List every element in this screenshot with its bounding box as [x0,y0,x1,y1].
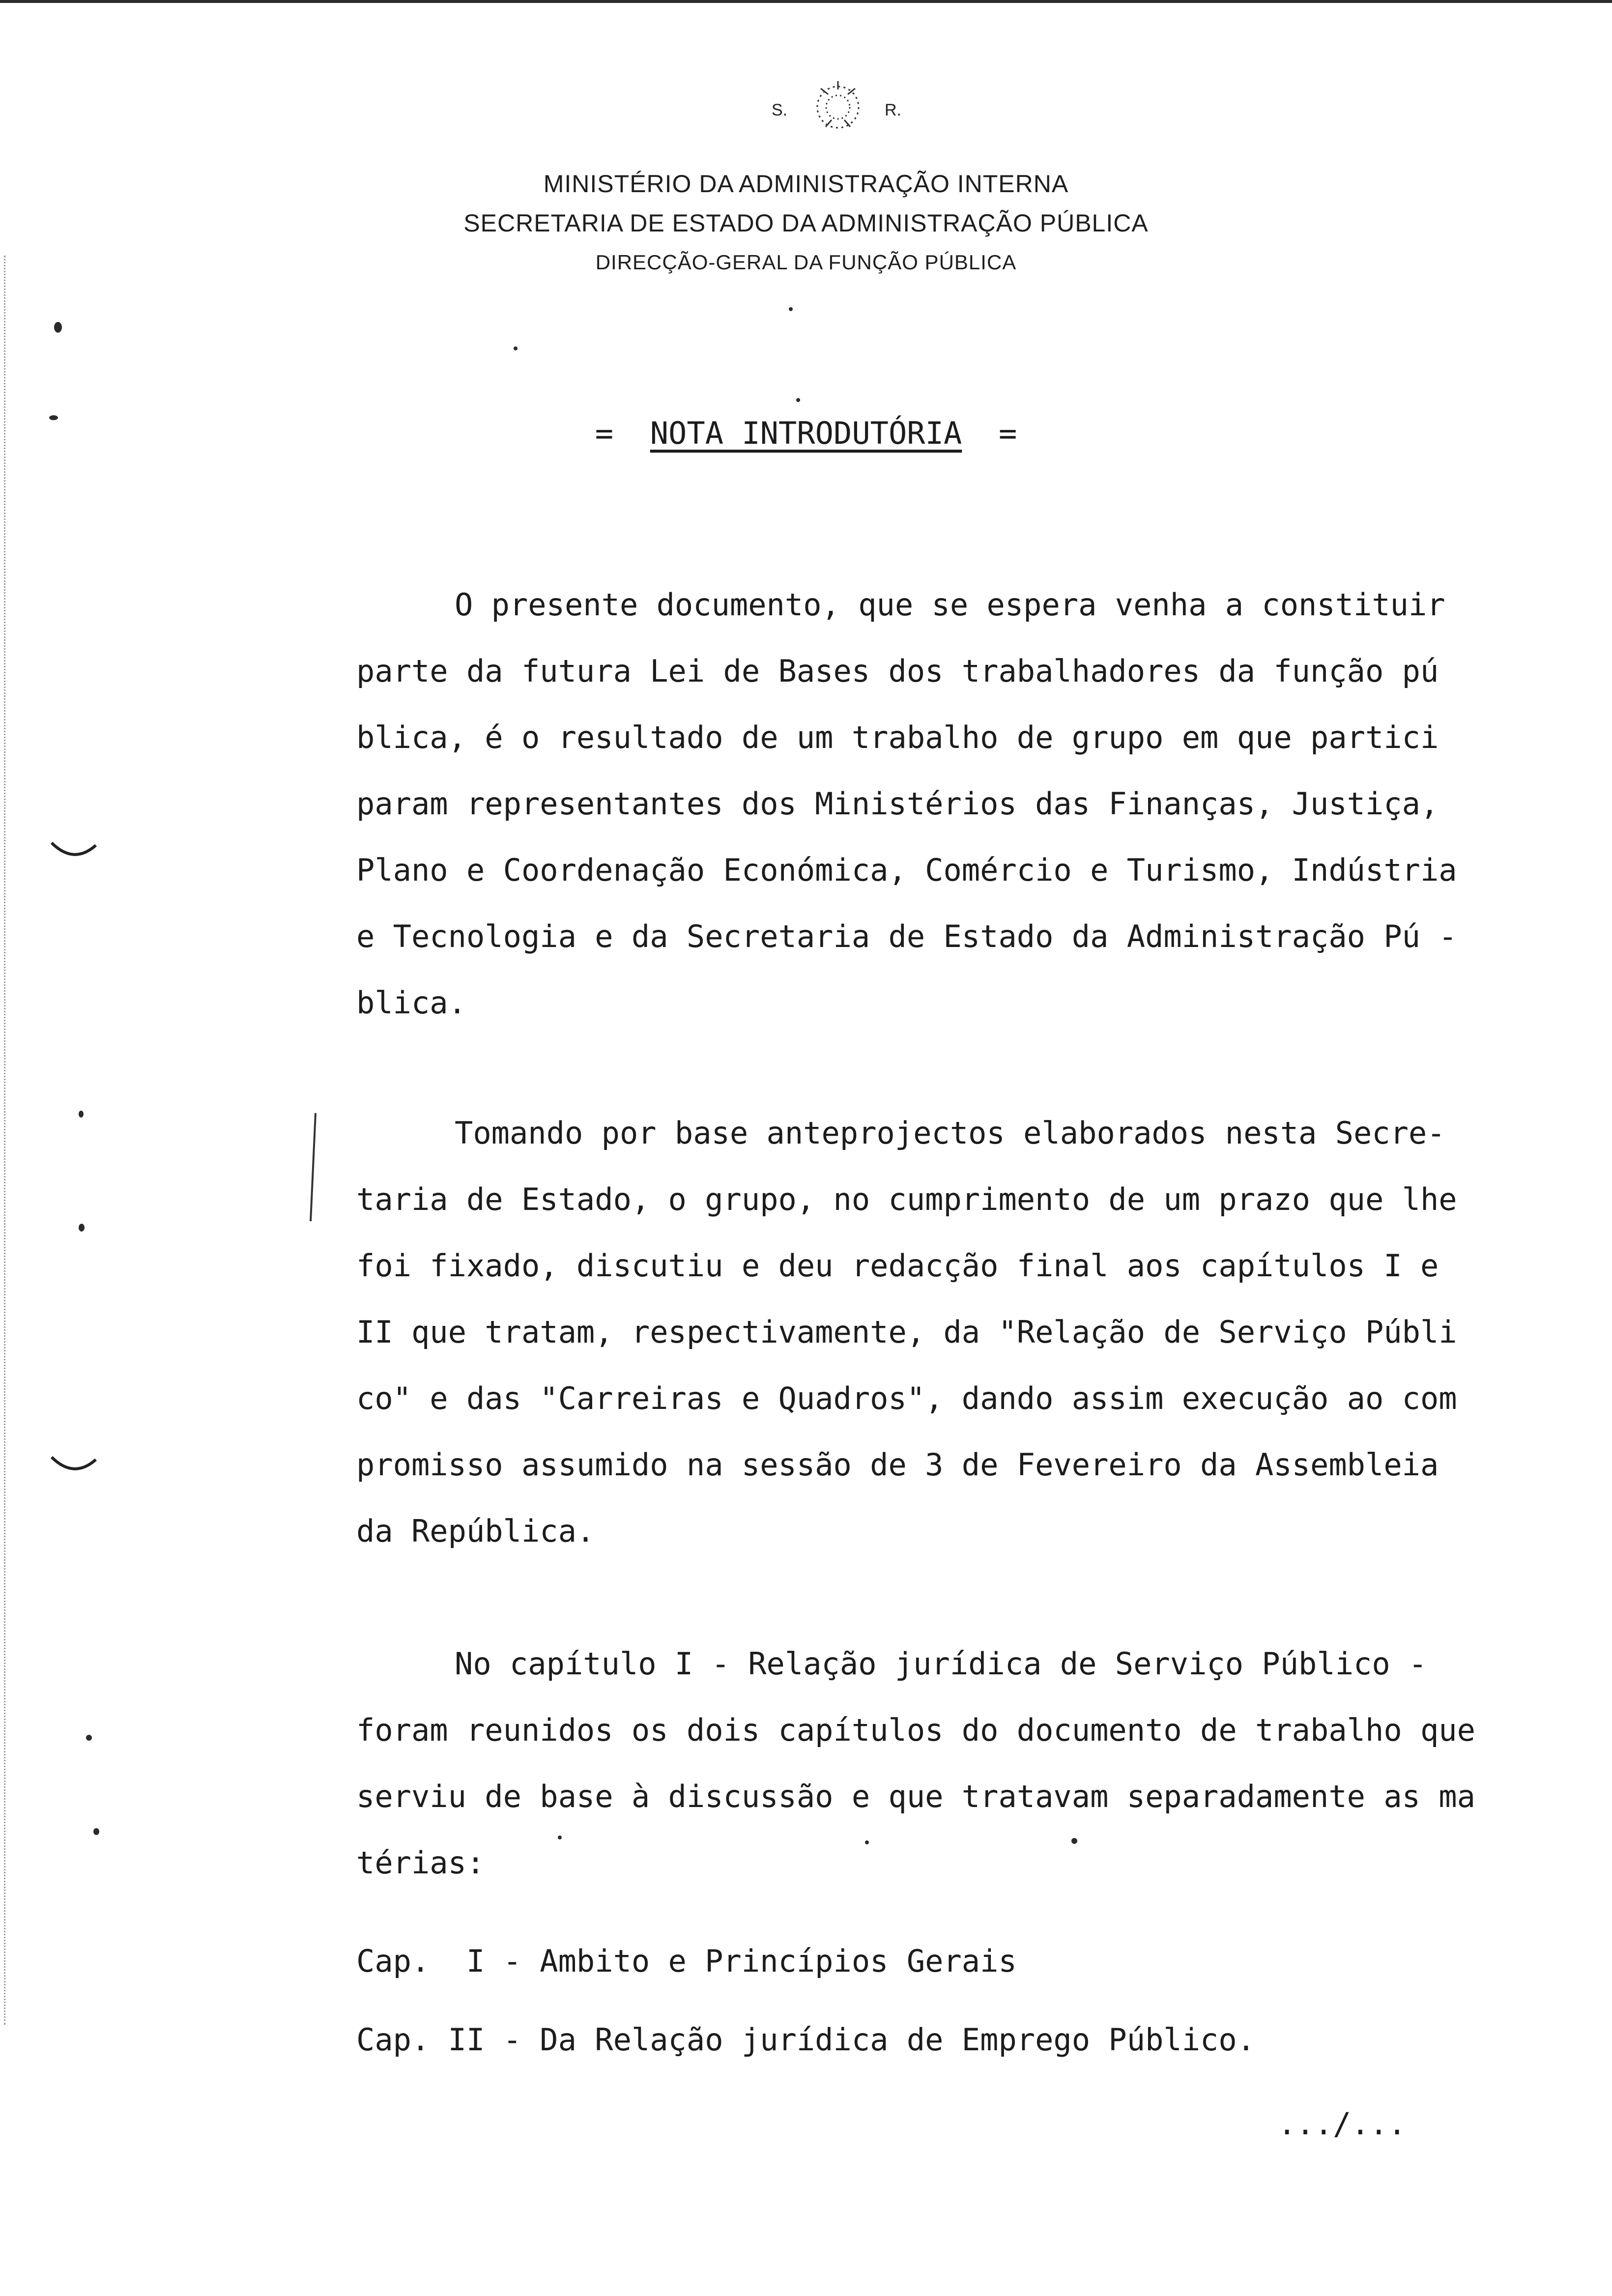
margin-stroke-mark [305,1111,324,1224]
text-line: co" e das "Carreiras e Quadros", dando assim execução ao com [356,1380,1457,1416]
secretaria-name: SECRETARIA DE ESTADO DA ADMINISTRAÇÃO PÚBLICA [463,209,1149,237]
text-line: da República. [356,1513,595,1549]
scan-speck [86,1735,92,1741]
text-line: Tomando por base anteprojectos elaborados nesta Secre- [455,1115,1445,1151]
republic-emblem [767,69,909,147]
title-text: NOTA INTRODUTÓRIA [650,415,962,451]
scan-speck [796,398,800,402]
text-line: serviu de base à discussão e que tratavam separadamente as ma [356,1779,1475,1814]
emblem-seal-icon [817,81,859,128]
scan-speck [54,322,62,333]
title-left-mark: = [595,415,614,451]
text-line: foi fixado, discutiu e deu redacção final aos capítulos I e [356,1248,1439,1284]
scan-speck [93,1828,99,1835]
text-line: param representantes dos Ministérios das Finanças, Justiça, [356,786,1439,822]
emblem-letter-right: R. [885,101,901,119]
direccao-name: DIRECÇÃO-GERAL DA FUNÇÃO PÚBLICA [595,251,1017,274]
text-line: taria de Estado, o grupo, no cumprimento de um prazo que lhe [356,1181,1457,1217]
text-line: Plano e Coordenação Económica, Comércio e Turismo, Indústria [356,852,1457,888]
text-line: foram reunidos os dois capítulos do documento de trabalho que [356,1712,1475,1748]
text-line: II que tratam, respectivamente, da "Relação de Serviço Públi [356,1314,1457,1350]
text-line: blica, é o resultado de um trabalho de grupo em que partici [356,719,1439,755]
continuation-mark: .../... [1278,2106,1407,2142]
scan-speck [49,415,58,420]
margin-curve-mark [47,835,101,865]
text-line: e Tecnologia e da Secretaria de Estado da Administração Pú - [356,918,1457,954]
scan-margin-dots [4,256,7,2025]
scan-speck [514,346,518,350]
scan-speck [789,307,793,311]
list-item: Cap. I - Ambito e Princípios Gerais [356,1943,1017,1979]
scan-speck [79,1111,84,1118]
margin-curve-mark [47,1450,101,1479]
text-line: No capítulo I - Relação jurídica de Serviço Público - [455,1646,1427,1682]
text-line: promisso assumido na sessão de 3 de Fevereiro da Assembleia [356,1447,1439,1483]
title-right-mark: = [998,415,1017,451]
text-line: blica. [356,985,466,1021]
top-border [0,0,1612,3]
ministry-name: MINISTÉRIO DA ADMINISTRAÇÃO INTERNA [543,170,1069,198]
scan-speck [558,1836,562,1839]
scan-speck [865,1840,869,1844]
page-title [0,415,1612,451]
emblem-letter-left: S. [772,101,788,119]
text-line: térias: [356,1845,485,1881]
scan-speck [79,1224,85,1232]
text-line: O presente documento, que se espera venha a constituir [455,587,1445,623]
scan-speck [1071,1838,1077,1844]
text-line: parte da futura Lei de Bases dos trabalhadores da função pú [356,653,1439,689]
list-item: Cap. II - Da Relação jurídica de Emprego Público. [356,2022,1256,2058]
